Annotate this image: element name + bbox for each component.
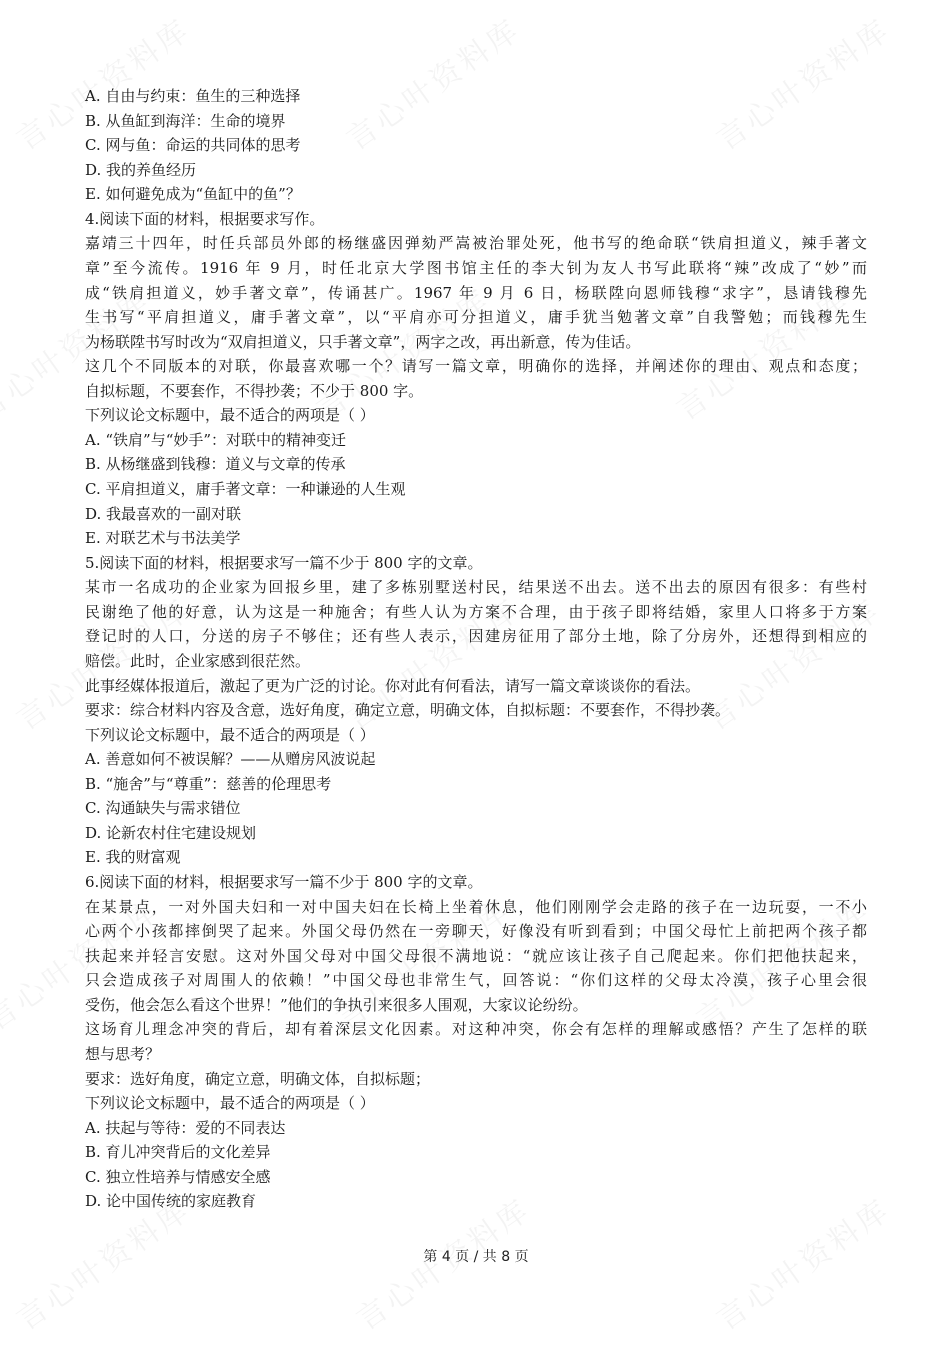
text-line: 扶起来并轻言安慰。这对外国父母对中国父母很不满地说：“就应该让孩子自己爬起来。你们把他扶起来，: [85, 946, 867, 965]
text-line: C. 平肩担道义，庸手著文章：一种谦逊的人生观: [85, 480, 406, 498]
text-line: 赔偿。此时，企业家感到很茫然。: [85, 651, 311, 670]
text-line: 在某景点，一对外国夫妇和一对中国夫妇在长椅上坐着休息，他们刚刚学会走路的孩子在一边玩耍，一不小: [85, 897, 867, 916]
text-line: 受伤，他会怎么看这个世界！”他们的争执引来很多人围观，大家议论纷纷。: [85, 995, 588, 1014]
text-line: 下列议论文标题中，最不适合的两项是（ ）: [85, 406, 375, 425]
document-body: [85, 84, 867, 1214]
text-line: 自拟标题，不要套作，不得抄袭；不少于 800 字。: [85, 381, 424, 400]
text-line: 此事经媒体报道后，激起了更为广泛的讨论。你对此有何看法，请写一篇文章谈谈你的看法。: [85, 676, 701, 695]
text-line: 嘉靖三十四年，时任兵部员外郎的杨继盛因弹劾严嵩被治罪处死，他书写的绝命联“铁肩担道义，辣手著文: [85, 234, 867, 253]
text-line: 要求：综合材料内容及含意，选好角度，确定立意，明确文体，自拟标题：不要套作，不得抄袭。: [85, 701, 731, 720]
text-line: C. 沟通缺失与需求错位: [85, 799, 241, 818]
text-line: 5.阅读下面的材料，根据要求写一篇不少于 800 字的文章。: [85, 553, 483, 572]
text-line: 为杨联陞书写时改为“双肩担道义，只手著文章”，两字之改，再出新意，传为佳话。: [85, 332, 641, 351]
text-line: A. “铁肩”与“妙手”：对联中的精神变迁: [85, 430, 347, 449]
text-line: A. 扶起与等待：爱的不同表达: [85, 1118, 286, 1137]
text-line: C. 网与鱼：命运的共同体的思考: [85, 136, 301, 155]
text-line: D. 我的养鱼经历: [85, 160, 197, 179]
text-line: 4.阅读下面的材料，根据要求写作。: [85, 209, 325, 228]
page-footer: 第 4 页 / 共 8 页: [423, 1249, 529, 1265]
text-line: 章”至今流传。1916 年 9 月，时任北京大学图书馆主任的李大钊为友人书写此联将“辣”改成了“妙”而: [85, 258, 867, 277]
text-line: 民谢绝了他的好意，认为这是一种施舍；有些人认为方案不合理，由于孩子即将结婚，家里人口将多于方案: [85, 602, 867, 621]
text-line: B. 育儿冲突背后的文化差异: [85, 1143, 271, 1162]
text-line: E. 对联艺术与书法美学: [85, 529, 241, 548]
text-line: 只会造成孩子对周围人的依赖！”中国父母也非常生气，回答说：“你们这样的父母太冷漠，孩子心里会很: [85, 971, 867, 990]
text-line: E. 我的财富观: [85, 848, 181, 867]
text-line: D. 我最喜欢的一副对联: [85, 504, 242, 523]
text-line: 要求：选好角度，确定立意，明确文体，自拟标题；: [85, 1069, 431, 1088]
text-line: B. 从杨继盛到钱穆：道义与文章的传承: [85, 455, 346, 474]
text-line: 生书写“平肩担道义，庸手著文章”，以“平肩亦可分担道义，庸手犹当勉著文章”自我警勉；而钱穆先生: [85, 308, 867, 327]
text-line: 登记时的人口，分送的房子不够住；还有些人表示，因建房征用了部分土地，除了分房外，还想得到相应的: [85, 627, 867, 646]
text-line: 这几个不同版本的对联，你最喜欢哪一个？请写一篇文章，明确你的选择，并阐述你的理由、观点和态度；: [85, 357, 867, 376]
text-line: 6.阅读下面的材料，根据要求写一篇不少于 800 字的文章。: [85, 873, 483, 891]
text-line: B. “施舍”与“尊重”：慈善的伦理思考: [85, 774, 332, 793]
text-line: A. 自由与约束：鱼生的三种选择: [85, 87, 301, 105]
text-line: 这场育儿理念冲突的背后，却有着深层文化因素。对这种冲突，你会有怎样的理解或感悟？产生了怎样的联: [85, 1020, 867, 1039]
text-line: 心两个小孩都摔倒哭了起来。外国父母仍然在一旁聊天，好像没有听到看到；中国父母忙上前把两个孩子都: [85, 922, 867, 941]
text-line: 某市一名成功的企业家为回报乡里，建了多栋别墅送村民，结果送不出去。送不出去的原因有很多：有些村: [85, 578, 867, 597]
text-line: 下列议论文标题中，最不适合的两项是（ ）: [85, 725, 375, 744]
text-line: B. 从鱼缸到海洋：生命的境界: [85, 111, 286, 130]
text-line: D. 论新农村住宅建设规划: [85, 823, 257, 842]
text-line: 成“铁肩担道义，妙手著文章”，传诵甚广。1967 年 9 月 6 日，杨联陞向恩师钱穆“求字”，恳请钱穆先: [85, 283, 867, 302]
text-line: D. 论中国传统的家庭教育: [85, 1192, 257, 1211]
text-line: E. 如何避免成为“鱼缸中的鱼”？: [85, 185, 301, 204]
text-line: A. 善意如何不被误解？——从赠房风波说起: [85, 750, 376, 769]
text-line: 下列议论文标题中，最不适合的两项是（ ）: [85, 1094, 375, 1113]
text-line: C. 独立性培养与情感安全感: [85, 1167, 271, 1186]
text-line: 想与思考？: [85, 1044, 161, 1063]
